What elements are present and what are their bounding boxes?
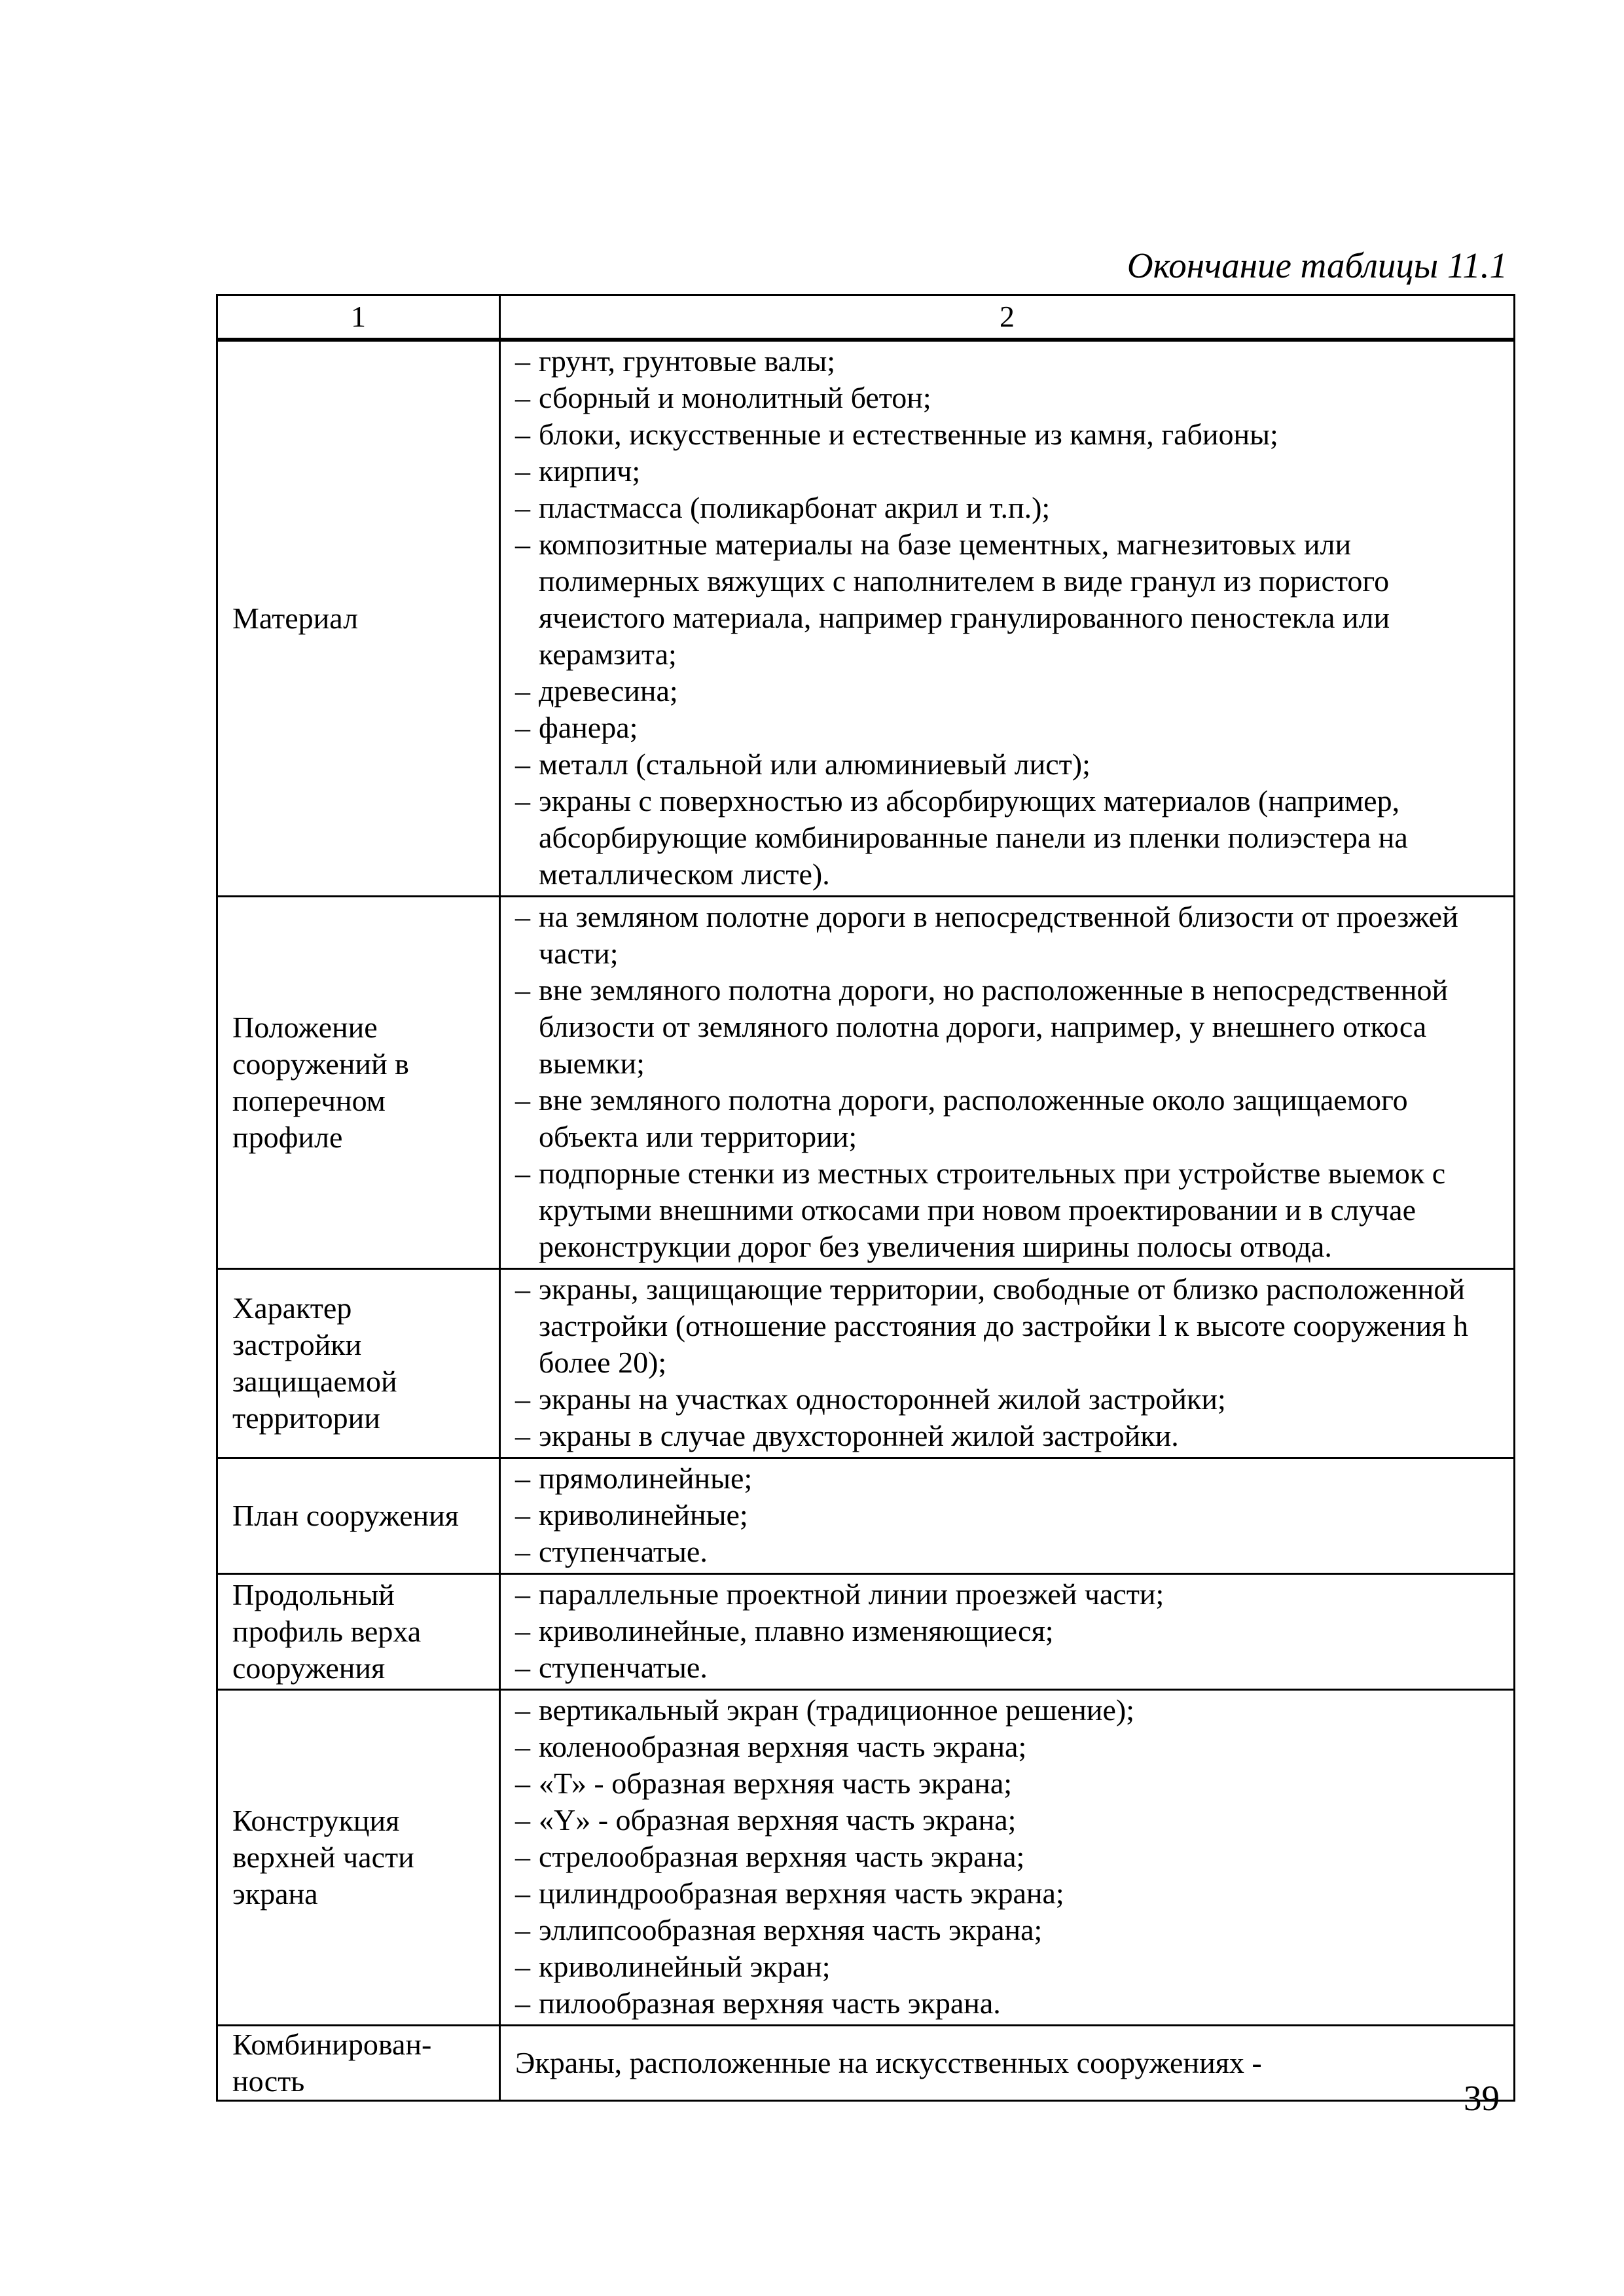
list-item	[515, 1155, 1504, 1265]
list-item-text: на земляном полотне дороги в непосредственной близости от проезжей части;	[539, 900, 1458, 970]
row-label-cell	[217, 340, 500, 897]
row-label-cell	[217, 2026, 500, 2101]
list-item	[515, 1576, 1504, 1613]
list-item	[515, 380, 1504, 416]
list-item-text: вне земляного полотна дороги, но расположенные в непосредственной близости от земляного полотна дороги, например, у внешнего откоса выемки;	[539, 973, 1449, 1080]
dash-bullet: –	[515, 1803, 530, 1837]
row-label-line: территории	[232, 1401, 380, 1435]
row-label-line: Положение	[232, 1011, 378, 1044]
row-label-line: сооружения	[232, 1651, 386, 1685]
list-item-text: пластмасса (поликарбонат акрил и т.п.);	[539, 491, 1051, 524]
row-label-cell	[217, 1690, 500, 2026]
table-row	[217, 1269, 1515, 1458]
dash-bullet: –	[515, 1913, 530, 1946]
dash-bullet: –	[515, 1950, 530, 1983]
list-item-text: блоки, искусственные и естественные из камня, габионы;	[539, 418, 1278, 451]
dash-bullet: –	[515, 711, 530, 744]
dash-bullet: –	[515, 674, 530, 708]
list-item	[515, 453, 1504, 490]
dash-bullet: –	[515, 1986, 530, 2020]
list-item-text: параллельные проектной линии проезжей части;	[539, 1577, 1164, 1611]
list-item	[515, 673, 1504, 709]
row-label-cell	[217, 1574, 500, 1690]
row-content-cell	[500, 1269, 1515, 1458]
list-item-text: экраны в случае двухсторонней жилой застройки.	[539, 1419, 1179, 1452]
row-label-line: План сооружения	[232, 1499, 459, 1532]
dash-bullet: –	[515, 1272, 530, 1306]
dash-bullet: –	[515, 973, 530, 1007]
list-item-text: экраны с поверхностью из абсорбирующих материалов (например, абсорбирующие комбинированные панели из пленки полиэстера на металлическом листе).	[539, 784, 1408, 891]
row-label-line: Продольный	[232, 1578, 395, 1611]
list-item-text: «Т» - образная верхняя часть экрана;	[539, 1767, 1013, 1800]
table-row	[217, 897, 1515, 1269]
list-item-text: сборный и монолитный бетон;	[539, 381, 931, 414]
dash-bullet: –	[515, 344, 530, 378]
row-content-cell	[500, 2026, 1515, 2101]
list-item	[515, 1497, 1504, 1534]
row-content-cell	[500, 897, 1515, 1269]
list-item	[515, 1082, 1504, 1155]
header-cell-2: 2	[500, 295, 1515, 340]
dash-bullet: –	[515, 381, 530, 414]
row-label-line: поперечном	[232, 1084, 386, 1117]
list-item	[515, 746, 1504, 783]
table-row	[217, 1574, 1515, 1690]
list-item-text: «Y» - образная верхняя часть экрана;	[539, 1803, 1017, 1837]
list-item	[515, 709, 1504, 746]
list-item-text: коленообразная верхняя часть экрана;	[539, 1730, 1027, 1763]
list-item-text: криволинейные;	[539, 1498, 748, 1532]
list-item	[515, 1802, 1504, 1839]
list-item-text: кирпич;	[539, 454, 641, 488]
dash-bullet: –	[515, 1462, 530, 1495]
dash-bullet: –	[515, 1419, 530, 1452]
dash-bullet: –	[515, 1876, 530, 1910]
dash-bullet: –	[515, 1614, 530, 1647]
row-label-line: Конструкция	[232, 1804, 400, 1837]
list-item-text: экраны, защищающие территории, свободные от близко расположенной застройки (отношение расстояния до застройки l к высоте сооружения h более 20);	[539, 1272, 1469, 1379]
table-header-row	[217, 295, 1515, 340]
list-item	[515, 526, 1504, 673]
list-item-text: пилообразная верхняя часть экрана.	[539, 1986, 1001, 2020]
dash-bullet: –	[515, 784, 530, 817]
row-label-line: застройки	[232, 1328, 362, 1361]
list-item	[515, 1613, 1504, 1649]
row-label-line: Материал	[232, 601, 359, 635]
list-item-text: эллипсообразная верхняя часть экрана;	[539, 1913, 1043, 1946]
dash-bullet: –	[515, 1730, 530, 1763]
table-row	[217, 340, 1515, 897]
dash-bullet: –	[515, 1535, 530, 1568]
list-item	[515, 1271, 1504, 1381]
dash-bullet: –	[515, 491, 530, 524]
dash-bullet: –	[515, 1083, 530, 1117]
row-label-line: Комбинирован-	[232, 2028, 432, 2061]
row-content-cell	[500, 340, 1515, 897]
list-item	[515, 343, 1504, 380]
list-item-text: криволинейные, плавно изменяющиеся;	[539, 1614, 1054, 1647]
row-label-line: ность	[232, 2064, 305, 2098]
list-item-text: экраны на участках односторонней жилой застройки;	[539, 1382, 1226, 1416]
row-label-line: профиль верха	[232, 1615, 422, 1648]
row-label-line: профиле	[232, 1121, 343, 1154]
dash-bullet: –	[515, 1157, 530, 1190]
list-item-text: ступенчатые.	[539, 1535, 708, 1568]
row-content-cell	[500, 1690, 1515, 2026]
table-row	[217, 1458, 1515, 1574]
dash-bullet: –	[515, 1382, 530, 1416]
row-label-cell	[217, 897, 500, 1269]
row-content-text: Экраны, расположенные на искусственных сооружениях -	[515, 2046, 1262, 2079]
list-item-text: прямолинейные;	[539, 1462, 753, 1495]
row-content-cell	[500, 1458, 1515, 1574]
list-item	[515, 899, 1504, 972]
table-row	[217, 1690, 1515, 2026]
table-row	[217, 2026, 1515, 2101]
dash-bullet: –	[515, 900, 530, 933]
list-item-text: металл (стальной или алюминиевый лист);	[539, 747, 1091, 781]
list-item-text: грунт, грунтовые валы;	[539, 344, 836, 378]
table-caption: Окончание таблицы 11.1	[1127, 245, 1507, 285]
classification-table	[216, 294, 1515, 2102]
header-cell-1: 1	[217, 295, 500, 340]
row-label-line: Характер	[232, 1291, 352, 1325]
list-item	[515, 1839, 1504, 1875]
list-item	[515, 1985, 1504, 2022]
list-item-text: ступенчатые.	[539, 1651, 708, 1684]
dash-bullet: –	[515, 1693, 530, 1727]
list-item-text: древесина;	[539, 674, 678, 708]
list-item	[515, 1729, 1504, 1765]
dash-bullet: –	[515, 418, 530, 451]
list-item-text: вертикальный экран (традиционное решение);	[539, 1693, 1135, 1727]
list-item	[515, 972, 1504, 1082]
list-item	[515, 1912, 1504, 1948]
dash-bullet: –	[515, 1651, 530, 1684]
list-item	[515, 1692, 1504, 1729]
dash-bullet: –	[515, 1577, 530, 1611]
list-item	[515, 1875, 1504, 1912]
row-label-line: защищаемой	[232, 1365, 397, 1398]
row-label-line: экрана	[232, 1877, 318, 1910]
page-number: 39	[1464, 2078, 1500, 2118]
row-label-cell	[217, 1458, 500, 1574]
row-label-cell	[217, 1269, 500, 1458]
row-label-line: верхней части	[232, 1840, 414, 1874]
dash-bullet: –	[515, 528, 530, 561]
list-item-text: цилиндрообразная верхняя часть экрана;	[539, 1876, 1064, 1910]
list-item	[515, 1460, 1504, 1497]
list-item	[515, 783, 1504, 893]
dash-bullet: –	[515, 747, 530, 781]
dash-bullet: –	[515, 454, 530, 488]
dash-bullet: –	[515, 1840, 530, 1873]
list-item	[515, 1649, 1504, 1686]
list-item-text: композитные материалы на базе цементных, магнезитовых или полимерных вяжущих с наполнителем в виде гранул из пористого ячеистого материала, например гранулированного пеностекла или керамзита;	[539, 528, 1390, 671]
row-content-cell	[500, 1574, 1515, 1690]
list-item	[515, 1418, 1504, 1454]
list-item	[515, 1765, 1504, 1802]
list-item-text: вне земляного полотна дороги, расположенные около защищаемого объекта или территории;	[539, 1083, 1408, 1153]
dash-bullet: –	[515, 1767, 530, 1800]
list-item-text: подпорные стенки из местных строительных при устройстве выемок с крутыми внешними откосами при новом проектировании и в случае реконструкции дорог без увеличения ширины полосы отвода.	[539, 1157, 1446, 1263]
row-label-line: сооружений в	[232, 1047, 409, 1081]
list-item	[515, 1948, 1504, 1985]
list-item-text: стрелообразная верхняя часть экрана;	[539, 1840, 1025, 1873]
list-item-text: криволинейный экран;	[539, 1950, 831, 1983]
list-item	[515, 1381, 1504, 1418]
list-item-text: фанера;	[539, 711, 638, 744]
dash-bullet: –	[515, 1498, 530, 1532]
list-item	[515, 416, 1504, 453]
list-item	[515, 490, 1504, 526]
list-item	[515, 1534, 1504, 1570]
